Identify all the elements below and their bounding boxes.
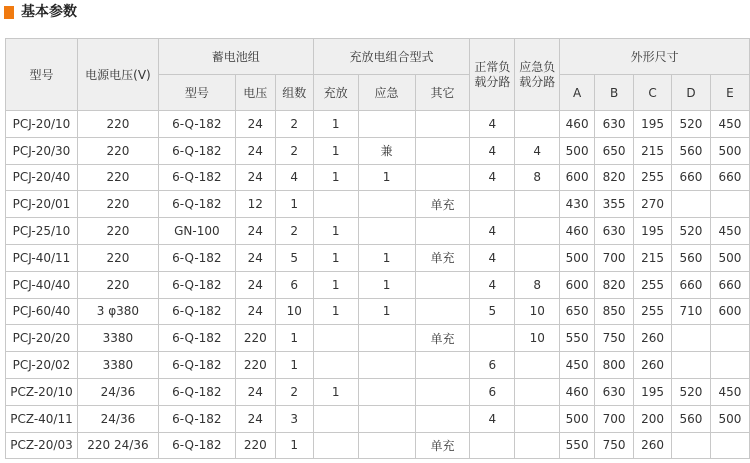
table-cell: 195: [634, 378, 672, 405]
header-battery-group: 蓄电池组: [158, 39, 313, 75]
header-dim-d: D: [671, 75, 710, 111]
table-cell: 195: [634, 218, 672, 245]
header-other: 其它: [415, 75, 470, 111]
table-cell: 1: [313, 298, 358, 325]
table-cell: 4: [470, 218, 515, 245]
table-cell: 630: [595, 218, 634, 245]
table-cell: 1: [275, 191, 313, 218]
table-cell: 450: [710, 378, 749, 405]
table-cell: 500: [560, 137, 595, 164]
table-cell: 600: [560, 164, 595, 191]
table-cell: 24/36: [77, 378, 158, 405]
table-row: [6, 405, 750, 432]
table-cell: 220: [235, 352, 275, 379]
table-cell: 260: [634, 432, 672, 459]
table-cell: [415, 378, 470, 405]
section-header: [0, 0, 750, 30]
table-cell: 4: [515, 137, 560, 164]
table-cell: PCJ-20/10: [6, 111, 78, 138]
table-cell: 1: [313, 244, 358, 271]
table-cell: PCZ-20/10: [6, 378, 78, 405]
table-row: [6, 164, 750, 191]
table-cell: 4: [470, 137, 515, 164]
table-cell: 1: [313, 218, 358, 245]
table-row: [6, 432, 750, 459]
table-cell: 800: [595, 352, 634, 379]
table-cell: 220: [77, 137, 158, 164]
table-cell: 8: [515, 164, 560, 191]
table-cell: 520: [671, 111, 710, 138]
table-cell: 500: [710, 137, 749, 164]
table-cell: PCJ-20/01: [6, 191, 78, 218]
header-normal-load: 正常负载分路: [470, 39, 515, 111]
table-cell: [515, 191, 560, 218]
table-cell: 600: [710, 298, 749, 325]
table-cell: 600: [560, 271, 595, 298]
table-cell: [515, 352, 560, 379]
table-cell: PCJ-20/02: [6, 352, 78, 379]
table-cell: [358, 111, 415, 138]
table-cell: 1: [275, 325, 313, 352]
table-cell: [358, 378, 415, 405]
table-cell: 850: [595, 298, 634, 325]
table-cell: 355: [595, 191, 634, 218]
table-cell: 560: [671, 137, 710, 164]
table-cell: [358, 405, 415, 432]
table-cell: 6: [470, 352, 515, 379]
table-cell: [415, 164, 470, 191]
table-cell: [470, 325, 515, 352]
table-cell: [671, 432, 710, 459]
table-body: [6, 111, 750, 459]
table-cell: PCJ-20/20: [6, 325, 78, 352]
table-cell: PCJ-40/11: [6, 244, 78, 271]
table-cell: 10: [515, 298, 560, 325]
table-cell: 660: [710, 271, 749, 298]
header-battery-count: 组数: [275, 75, 313, 111]
table-cell: 255: [634, 271, 672, 298]
table-cell: 255: [634, 164, 672, 191]
header-charge-discharge: 充放: [313, 75, 358, 111]
table-cell: 2: [275, 111, 313, 138]
table-cell: 520: [671, 218, 710, 245]
table-cell: 660: [710, 164, 749, 191]
table-cell: [710, 191, 749, 218]
table-cell: 200: [634, 405, 672, 432]
table-cell: 220 24/36: [77, 432, 158, 459]
table-cell: 24: [235, 405, 275, 432]
table-cell: 6-Q-182: [158, 325, 235, 352]
table-cell: 6-Q-182: [158, 352, 235, 379]
table-cell: PCZ-20/03: [6, 432, 78, 459]
section-title: 基本参数: [21, 4, 77, 20]
table-cell: 8: [515, 271, 560, 298]
table-cell: [415, 298, 470, 325]
table-row: [6, 325, 750, 352]
table-cell: 650: [595, 137, 634, 164]
table-cell: 单充: [415, 432, 470, 459]
table-cell: 550: [560, 432, 595, 459]
table-cell: 6-Q-182: [158, 164, 235, 191]
table-cell: 4: [275, 164, 313, 191]
table-cell: 220: [77, 218, 158, 245]
table-row: [6, 298, 750, 325]
table-cell: [710, 325, 749, 352]
table-cell: 3 φ380: [77, 298, 158, 325]
table-cell: 710: [671, 298, 710, 325]
header-voltage: 电源电压(V): [77, 39, 158, 111]
table-row: [6, 244, 750, 271]
table-cell: 270: [634, 191, 672, 218]
table-cell: [515, 111, 560, 138]
table-cell: [313, 352, 358, 379]
header-dim-a: A: [560, 75, 595, 111]
header-charge-group: 充放电组合型式: [313, 39, 470, 75]
table-row: [6, 111, 750, 138]
header-emergency: 应急: [358, 75, 415, 111]
header-battery-voltage: 电压: [235, 75, 275, 111]
table-cell: 24: [235, 137, 275, 164]
table-cell: [671, 325, 710, 352]
table-cell: 1: [313, 378, 358, 405]
table-cell: 4: [470, 405, 515, 432]
table-cell: 220: [77, 191, 158, 218]
table-cell: 450: [710, 218, 749, 245]
table-cell: [415, 271, 470, 298]
table-cell: 24: [235, 271, 275, 298]
table-cell: 6-Q-182: [158, 137, 235, 164]
table-cell: 1: [313, 111, 358, 138]
table-cell: 750: [595, 325, 634, 352]
table-cell: [415, 137, 470, 164]
table-cell: [710, 432, 749, 459]
table-cell: 2: [275, 378, 313, 405]
table-cell: 3: [275, 405, 313, 432]
table-cell: 500: [560, 405, 595, 432]
table-cell: 215: [634, 137, 672, 164]
header-row-1: [6, 39, 750, 75]
table-cell: [358, 432, 415, 459]
table-cell: 10: [275, 298, 313, 325]
table-cell: 2: [275, 218, 313, 245]
table-cell: 4: [470, 271, 515, 298]
table-cell: 24/36: [77, 405, 158, 432]
table-cell: PCJ-40/40: [6, 271, 78, 298]
table-cell: 500: [710, 244, 749, 271]
table-cell: 4: [470, 244, 515, 271]
table-cell: 450: [560, 352, 595, 379]
table-cell: 4: [470, 111, 515, 138]
table-cell: 10: [515, 325, 560, 352]
table-cell: [358, 191, 415, 218]
table-cell: PCJ-25/10: [6, 218, 78, 245]
header-emergency-load: 应急负载分路: [515, 39, 560, 111]
table-cell: [358, 325, 415, 352]
table-cell: 220: [235, 325, 275, 352]
table-cell: 6-Q-182: [158, 191, 235, 218]
table-cell: 6-Q-182: [158, 298, 235, 325]
table-row: [6, 191, 750, 218]
table-cell: 24: [235, 244, 275, 271]
table-cell: 460: [560, 111, 595, 138]
table-cell: 2: [275, 137, 313, 164]
table-cell: 1: [358, 298, 415, 325]
table-cell: 兼: [358, 137, 415, 164]
table-cell: 5: [470, 298, 515, 325]
table-cell: 750: [595, 432, 634, 459]
table-cell: [313, 432, 358, 459]
table-cell: [313, 191, 358, 218]
table-cell: 220: [77, 164, 158, 191]
table-cell: 单充: [415, 325, 470, 352]
section-marker-icon: [4, 6, 14, 19]
table-cell: [515, 405, 560, 432]
table-cell: 24: [235, 111, 275, 138]
table-cell: [470, 191, 515, 218]
table-cell: 700: [595, 244, 634, 271]
table-cell: 460: [560, 218, 595, 245]
table-cell: 1: [358, 244, 415, 271]
header-dim-c: C: [634, 75, 672, 111]
table-cell: 3380: [77, 352, 158, 379]
table-cell: [415, 111, 470, 138]
table-cell: 5: [275, 244, 313, 271]
table-cell: 500: [710, 405, 749, 432]
table-cell: 220: [77, 271, 158, 298]
table-cell: 450: [710, 111, 749, 138]
table-cell: 3380: [77, 325, 158, 352]
table-cell: 单充: [415, 244, 470, 271]
table-cell: [358, 352, 415, 379]
table-cell: [515, 432, 560, 459]
table-cell: 550: [560, 325, 595, 352]
table-cell: 220: [77, 111, 158, 138]
table-cell: [515, 378, 560, 405]
table-cell: 260: [634, 352, 672, 379]
table-cell: 1: [313, 164, 358, 191]
table-cell: 560: [671, 405, 710, 432]
table-cell: PCZ-40/11: [6, 405, 78, 432]
table-cell: 6: [470, 378, 515, 405]
table-cell: 630: [595, 378, 634, 405]
table-cell: 820: [595, 164, 634, 191]
table-cell: 6-Q-182: [158, 111, 235, 138]
table-cell: [710, 352, 749, 379]
table-cell: 220: [77, 244, 158, 271]
table-cell: 6-Q-182: [158, 271, 235, 298]
table-cell: 215: [634, 244, 672, 271]
table-cell: 6-Q-182: [158, 378, 235, 405]
table-cell: [313, 325, 358, 352]
table-cell: 1: [275, 352, 313, 379]
table-row: [6, 137, 750, 164]
table-cell: 1: [313, 137, 358, 164]
table-cell: [515, 244, 560, 271]
table-cell: GN-100: [158, 218, 235, 245]
table-cell: 220: [235, 432, 275, 459]
table-cell: 1: [275, 432, 313, 459]
spec-table: [5, 38, 750, 459]
table-cell: 6-Q-182: [158, 432, 235, 459]
table-cell: [515, 218, 560, 245]
table-cell: [358, 218, 415, 245]
table-cell: PCJ-60/40: [6, 298, 78, 325]
table-cell: [671, 352, 710, 379]
table-cell: [415, 405, 470, 432]
table-cell: 4: [470, 164, 515, 191]
table-cell: 12: [235, 191, 275, 218]
table-row: [6, 378, 750, 405]
table-cell: [415, 218, 470, 245]
header-dim-b: B: [595, 75, 634, 111]
table-cell: 255: [634, 298, 672, 325]
table-cell: 24: [235, 218, 275, 245]
table-cell: 700: [595, 405, 634, 432]
table-row: [6, 218, 750, 245]
header-model: 型号: [6, 39, 78, 111]
table-cell: [470, 432, 515, 459]
table-cell: 660: [671, 164, 710, 191]
table-cell: 650: [560, 298, 595, 325]
table-cell: 260: [634, 325, 672, 352]
table-cell: 660: [671, 271, 710, 298]
table-row: [6, 271, 750, 298]
header-battery-model: 型号: [158, 75, 235, 111]
table-cell: [671, 191, 710, 218]
table-cell: [415, 352, 470, 379]
table-cell: 1: [313, 271, 358, 298]
table-cell: PCJ-20/40: [6, 164, 78, 191]
table-cell: 520: [671, 378, 710, 405]
table-cell: 195: [634, 111, 672, 138]
table-cell: 24: [235, 378, 275, 405]
header-dim-e: E: [710, 75, 749, 111]
table-cell: 6-Q-182: [158, 405, 235, 432]
table-cell: 6-Q-182: [158, 244, 235, 271]
table-cell: 单充: [415, 191, 470, 218]
table-cell: 460: [560, 378, 595, 405]
table-cell: 560: [671, 244, 710, 271]
table-cell: [313, 405, 358, 432]
table-cell: 24: [235, 164, 275, 191]
table-cell: 24: [235, 298, 275, 325]
header-dimensions: 外形尺寸: [560, 39, 750, 75]
table-cell: 1: [358, 164, 415, 191]
table-cell: 430: [560, 191, 595, 218]
table-cell: PCJ-20/30: [6, 137, 78, 164]
table-cell: 820: [595, 271, 634, 298]
table-row: [6, 352, 750, 379]
table-cell: 630: [595, 111, 634, 138]
table-cell: 1: [358, 271, 415, 298]
table-cell: 500: [560, 244, 595, 271]
table-cell: 6: [275, 271, 313, 298]
